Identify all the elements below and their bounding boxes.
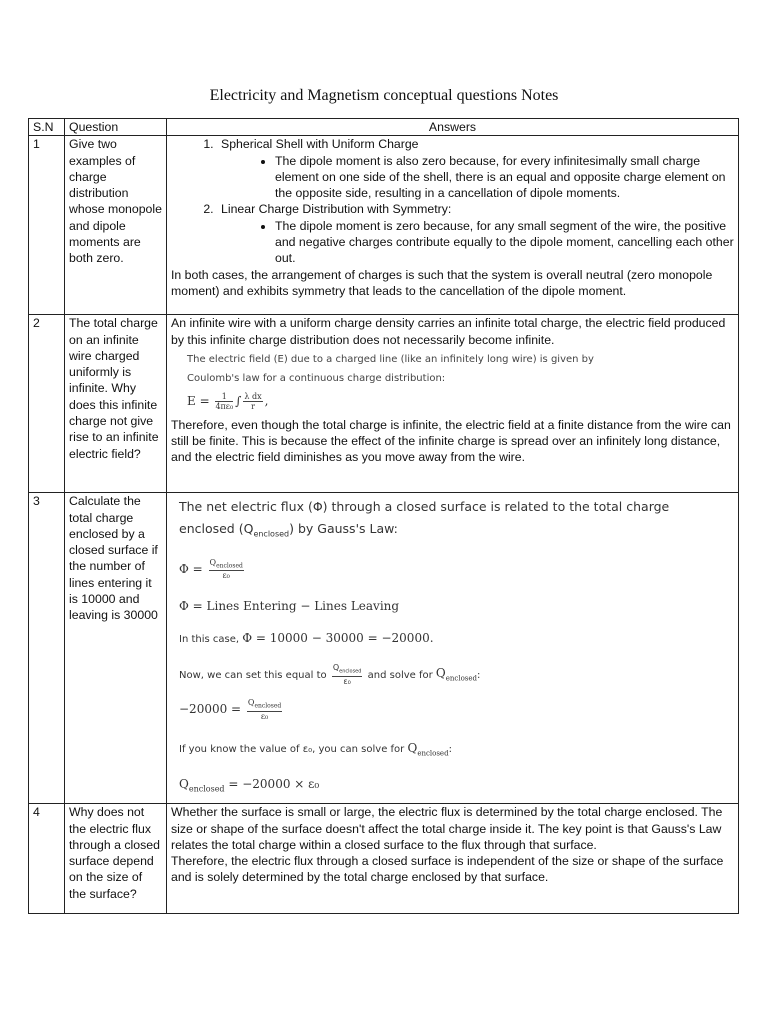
header-answers: Answers: [167, 119, 739, 136]
list-item: [217, 201, 734, 266]
item-title: Spherical Shell with Uniform Charge: [221, 137, 419, 152]
row-question: The total charge on an infinite wire charged uniformly is infinite. Why does this infinite charge not give rise to an infinite electric field?: [65, 315, 167, 493]
row-question: Calculate the total charge enclosed by a closed surface if the number of lines entering it is 10000 and leaving is 30000: [65, 493, 167, 804]
row-sn: 2: [29, 315, 65, 493]
item-bullet: • The dipole moment is zero because, for any small segment of the wire, the positive and negative charges contribute equally to the dipole moment, cancelling each other out.: [275, 218, 734, 267]
row-question: Why does not the electric flux through a closed surface depend on the size of the surface?: [65, 804, 167, 914]
answer-conclusion: Therefore, even though the total charge is infinite, the electric field at a finite distance from the wire can still be finite. This is because the effect of the infinite charge is spread over an infinitely long distance, and the electric field diminishes as you move away from the wire.: [171, 417, 731, 465]
item-title: Linear Charge Distribution with Symmetry:: [221, 202, 452, 217]
answer-intro: An infinite wire with a uniform charge density carries an infinite total charge, the electric field produced by this infinite charge distribution does not necessarily become infinite.: [171, 316, 726, 347]
answer-paragraph: Therefore, the electric flux through a closed surface is independent of the size or shape of the surface and is solely determined by the total charge enclosed by that surface.: [171, 854, 724, 885]
final-formula: $Q_{enclosed} = -20000 \times \varepsilon_0$: [179, 777, 320, 794]
row-answer: [167, 493, 739, 804]
gauss-line: enclosed $(Q_{enclosed})$ by Gauss's Law:: [179, 521, 398, 539]
list-item: [217, 136, 734, 201]
table-row: [29, 493, 739, 804]
case-line: In this case, Φ = 10000 − 30000 = −20000.: [179, 630, 434, 645]
answer-list: [171, 136, 734, 266]
flux-lines-formula: Φ = Lines Entering − Lines Leaving: [179, 599, 400, 614]
item-bullet: • The dipole moment is also zero because, for every infinitesimally small charge element on one side of the shell, there is an equal and opposite charge element on the opposite side, resulting in a cancellation of dipole moments.: [275, 153, 734, 202]
row-sn: 3: [29, 493, 65, 804]
page-title: Electricity and Magnetism conceptual questions Notes: [209, 87, 559, 104]
gauss-line: The net electric flux (Φ) through a closed surface is related to the total charge: [179, 499, 670, 515]
gauss-formula: Φ = $\frac{Q_{enclosed}}{\text{ε₀}}$: [179, 557, 243, 581]
row-sn: 4: [29, 804, 65, 914]
row-answer: [167, 136, 739, 315]
table-header-row: [29, 119, 739, 136]
row-answer: [167, 804, 739, 914]
row-answer: [167, 315, 739, 493]
embedded-image-text: [171, 350, 734, 388]
notes-table: [28, 118, 739, 914]
image-line: The electric field (E) due to a charged line (like an infinitely long wire) is given by: [187, 353, 594, 365]
answer-conclusion: In both cases, the arrangement of charges is such that the system is overall neutral (zero monopole moment) and exhibits symmetry that leads to the cancellation of the dipole moment.: [171, 267, 713, 298]
row-sn: 1: [29, 136, 65, 315]
table-row: [29, 315, 739, 493]
answer-paragraph: Whether the surface is small or large, the electric flux is determined by the total charge enclosed. The size or shape of the surface doesn't affect the total charge inside it. The key point is that Gauss's Law relates the total charge within a closed surface to the flux through that surface.: [171, 805, 723, 852]
row-question: Give two examples of charge distribution whose monopole and dipole moments are both zero.: [65, 136, 167, 315]
set-equal-line: Now, we can set this equal to $\frac{Q_{enclosed}}{\text{ε₀}}$ and solve for $Q_{enclosed}$:: [179, 662, 481, 687]
header-sn: S.N: [29, 119, 65, 136]
gauss-law-image: [171, 496, 734, 798]
image-line: Coulomb's law for a continuous charge distribution:: [187, 372, 446, 384]
electric-field-formula: E = $\frac{1}{\text{4πε₀}}$ ∫ $\frac{\text{λ dx}}{r}$ ,: [187, 391, 269, 411]
neg-formula: −20000 = $\frac{Q_{enclosed}}{\text{ε₀}}$: [179, 698, 282, 721]
header-question: Question: [65, 119, 167, 136]
table-row: [29, 804, 739, 914]
know-line: If you know the value of ε₀, you can solve for $Q_{enclosed}$:: [179, 740, 452, 758]
table-row: [29, 136, 739, 315]
